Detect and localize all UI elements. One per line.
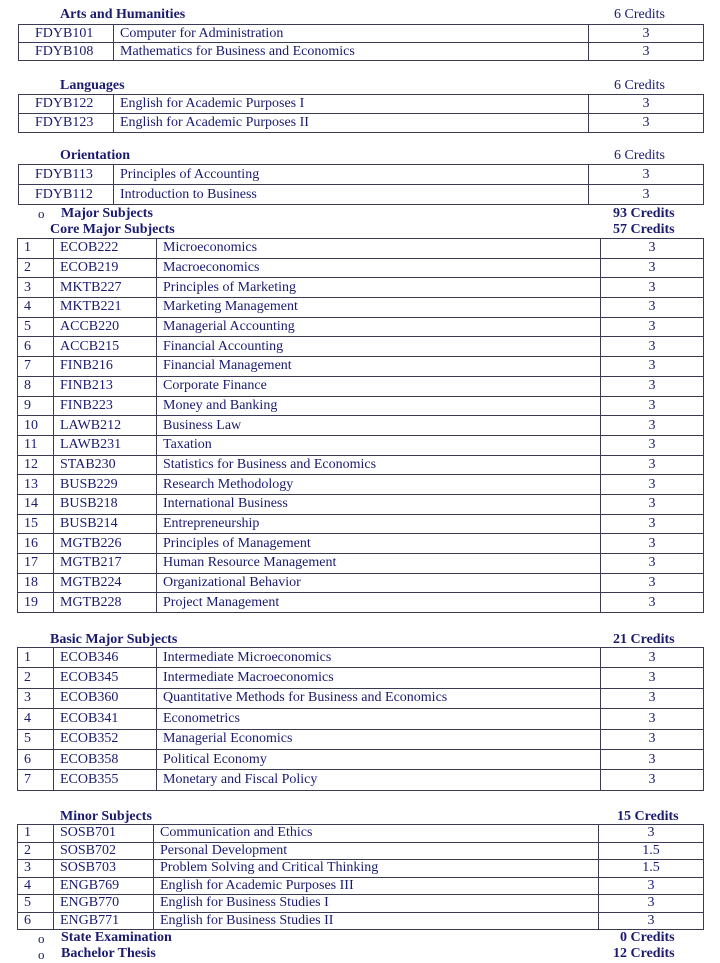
table-row bbox=[18, 688, 704, 708]
cell-credits: 3 bbox=[589, 43, 704, 61]
cell-no: 5 bbox=[18, 317, 54, 337]
cell-no: 3 bbox=[18, 860, 54, 878]
cell-name: Marketing Management bbox=[157, 298, 601, 318]
cell-no: 4 bbox=[18, 709, 54, 729]
cell-credits: 3 bbox=[601, 709, 704, 729]
cell-name: Organizational Behavior bbox=[157, 573, 601, 593]
bullet-state: o bbox=[38, 931, 45, 946]
cell-credits: 3 bbox=[599, 895, 704, 913]
table-row bbox=[18, 416, 704, 436]
section-title-core: Core Major Subjects bbox=[50, 222, 175, 237]
table-row bbox=[18, 514, 704, 534]
cell-name: Macroeconomics bbox=[157, 258, 601, 278]
cell-code: BUSB214 bbox=[54, 514, 157, 534]
cell-code: SOSB703 bbox=[54, 860, 154, 878]
cell-credits: 3 bbox=[599, 912, 704, 930]
cell-name: Mathematics for Business and Economics bbox=[114, 43, 589, 61]
cell-code: SOSB702 bbox=[54, 842, 154, 860]
table-row bbox=[18, 258, 704, 278]
cell-no: 2 bbox=[18, 258, 54, 278]
cell-no: 5 bbox=[18, 729, 54, 749]
cell-credits: 3 bbox=[601, 376, 704, 396]
cell-no: 6 bbox=[18, 912, 54, 930]
cell-code: ECOB360 bbox=[54, 688, 157, 708]
table-arts bbox=[18, 24, 704, 61]
cell-no: 3 bbox=[18, 278, 54, 298]
cell-code: ENGB770 bbox=[54, 895, 154, 913]
cell-code: MGTB224 bbox=[54, 573, 157, 593]
cell-name: English for Business Studies II bbox=[154, 912, 599, 930]
cell-name: Intermediate Macroeconomics bbox=[157, 668, 601, 688]
cell-name: Computer for Administration bbox=[114, 25, 589, 43]
cell-code: FINB223 bbox=[54, 396, 157, 416]
cell-credits: 3 bbox=[601, 298, 704, 318]
table-row bbox=[18, 278, 704, 298]
table-row bbox=[18, 455, 704, 475]
section-title-minor: Minor Subjects bbox=[60, 809, 152, 824]
cell-no: 14 bbox=[18, 494, 54, 514]
section-credits-core: 57 Credits bbox=[613, 222, 675, 237]
cell-no: 2 bbox=[18, 842, 54, 860]
cell-name: Principles of Management bbox=[157, 534, 601, 554]
cell-no: 8 bbox=[18, 376, 54, 396]
cell-code: MGTB228 bbox=[54, 593, 157, 613]
cell-code: FDYB123 bbox=[19, 114, 114, 133]
table-row bbox=[18, 729, 704, 749]
table-row bbox=[18, 895, 704, 913]
cell-code: ECOB355 bbox=[54, 770, 157, 790]
table-row bbox=[19, 43, 704, 61]
table-row bbox=[18, 376, 704, 396]
cell-no: 9 bbox=[18, 396, 54, 416]
section-credits-state: 0 Credits bbox=[620, 930, 675, 945]
cell-name: English for Business Studies I bbox=[154, 895, 599, 913]
table-languages bbox=[18, 94, 704, 133]
cell-no: 17 bbox=[18, 554, 54, 574]
cell-name: Managerial Accounting bbox=[157, 317, 601, 337]
cell-code: FDYB122 bbox=[19, 95, 114, 114]
cell-no: 1 bbox=[18, 825, 54, 843]
cell-name: Statistics for Business and Economics bbox=[157, 455, 601, 475]
cell-credits: 3 bbox=[589, 25, 704, 43]
cell-name: Econometrics bbox=[157, 709, 601, 729]
table-row bbox=[18, 396, 704, 416]
table-row bbox=[19, 185, 704, 205]
cell-credits: 3 bbox=[589, 114, 704, 133]
cell-no: 1 bbox=[18, 239, 54, 259]
cell-no: 10 bbox=[18, 416, 54, 436]
cell-name: English for Academic Purposes III bbox=[154, 877, 599, 895]
table-row bbox=[18, 573, 704, 593]
section-title-orientation: Orientation bbox=[60, 148, 130, 163]
cell-name: Political Economy bbox=[157, 749, 601, 769]
cell-name: Introduction to Business bbox=[114, 185, 589, 205]
cell-name: Human Resource Management bbox=[157, 554, 601, 574]
cell-code: BUSB229 bbox=[54, 475, 157, 495]
table-basic bbox=[17, 647, 704, 791]
table-row bbox=[18, 770, 704, 790]
table-row bbox=[18, 709, 704, 729]
cell-no: 5 bbox=[18, 895, 54, 913]
cell-name: Money and Banking bbox=[157, 396, 601, 416]
cell-credits: 3 bbox=[599, 877, 704, 895]
cell-name: Problem Solving and Critical Thinking bbox=[154, 860, 599, 878]
cell-credits: 3 bbox=[601, 648, 704, 668]
section-credits-orientation: 6 Credits bbox=[614, 148, 665, 163]
bullet-major: o bbox=[38, 206, 45, 221]
section-title-arts: Arts and Humanities bbox=[60, 7, 186, 22]
cell-credits: 3 bbox=[601, 668, 704, 688]
cell-name: Entrepreneurship bbox=[157, 514, 601, 534]
table-orientation bbox=[18, 164, 704, 205]
cell-credits: 3 bbox=[601, 416, 704, 436]
cell-credits: 3 bbox=[601, 514, 704, 534]
cell-name: Principles of Accounting bbox=[114, 165, 589, 185]
cell-no: 7 bbox=[18, 357, 54, 377]
cell-code: ECOB345 bbox=[54, 668, 157, 688]
cell-no: 4 bbox=[18, 298, 54, 318]
cell-credits: 3 bbox=[601, 770, 704, 790]
section-credits-languages: 6 Credits bbox=[614, 78, 665, 93]
cell-credits: 3 bbox=[601, 278, 704, 298]
cell-credits: 1.5 bbox=[599, 860, 704, 878]
cell-code: STAB230 bbox=[54, 455, 157, 475]
table-minor bbox=[17, 824, 704, 930]
cell-credits: 3 bbox=[601, 357, 704, 377]
cell-credits: 3 bbox=[601, 396, 704, 416]
table-row bbox=[18, 842, 704, 860]
table-row bbox=[18, 593, 704, 613]
cell-credits: 3 bbox=[601, 258, 704, 278]
cell-code: FDYB113 bbox=[19, 165, 114, 185]
cell-code: MKTB227 bbox=[54, 278, 157, 298]
cell-code: MGTB226 bbox=[54, 534, 157, 554]
cell-code: ECOB352 bbox=[54, 729, 157, 749]
cell-code: FDYB101 bbox=[19, 25, 114, 43]
cell-name: English for Academic Purposes II bbox=[114, 114, 589, 133]
cell-credits: 3 bbox=[601, 435, 704, 455]
cell-code: MGTB217 bbox=[54, 554, 157, 574]
cell-code: MKTB221 bbox=[54, 298, 157, 318]
cell-name: Financial Management bbox=[157, 357, 601, 377]
bullet-thesis: o bbox=[38, 947, 45, 962]
cell-name: Microeconomics bbox=[157, 239, 601, 259]
cell-name: Managerial Economics bbox=[157, 729, 601, 749]
cell-code: ECOB222 bbox=[54, 239, 157, 259]
cell-code: ENGB769 bbox=[54, 877, 154, 895]
table-row bbox=[18, 298, 704, 318]
table-row bbox=[18, 749, 704, 769]
cell-code: ECOB346 bbox=[54, 648, 157, 668]
table-row bbox=[19, 165, 704, 185]
table-row bbox=[18, 534, 704, 554]
cell-no: 6 bbox=[18, 749, 54, 769]
section-credits-major: 93 Credits bbox=[613, 206, 675, 221]
cell-name: Corporate Finance bbox=[157, 376, 601, 396]
section-title-languages: Languages bbox=[60, 78, 125, 93]
cell-code: LAWB231 bbox=[54, 435, 157, 455]
cell-credits: 3 bbox=[601, 455, 704, 475]
cell-no: 13 bbox=[18, 475, 54, 495]
table-row bbox=[18, 648, 704, 668]
cell-no: 1 bbox=[18, 648, 54, 668]
section-title-basic: Basic Major Subjects bbox=[50, 632, 178, 647]
table-row bbox=[18, 825, 704, 843]
cell-no: 4 bbox=[18, 877, 54, 895]
cell-code: SOSB701 bbox=[54, 825, 154, 843]
cell-name: Financial Accounting bbox=[157, 337, 601, 357]
cell-credits: 3 bbox=[601, 688, 704, 708]
cell-credits: 3 bbox=[601, 749, 704, 769]
cell-credits: 3 bbox=[589, 185, 704, 205]
section-credits-minor: 15 Credits bbox=[617, 809, 679, 824]
section-credits-thesis: 12 Credits bbox=[613, 946, 675, 961]
cell-credits: 3 bbox=[601, 337, 704, 357]
section-title-major: Major Subjects bbox=[61, 206, 153, 221]
table-row bbox=[18, 912, 704, 930]
cell-credits: 1.5 bbox=[599, 842, 704, 860]
cell-name: Intermediate Microeconomics bbox=[157, 648, 601, 668]
cell-code: BUSB218 bbox=[54, 494, 157, 514]
cell-no: 12 bbox=[18, 455, 54, 475]
cell-credits: 3 bbox=[589, 165, 704, 185]
cell-name: Communication and Ethics bbox=[154, 825, 599, 843]
cell-code: ECOB219 bbox=[54, 258, 157, 278]
cell-code: FINB216 bbox=[54, 357, 157, 377]
cell-credits: 3 bbox=[601, 239, 704, 259]
cell-code: ENGB771 bbox=[54, 912, 154, 930]
cell-name: Project Management bbox=[157, 593, 601, 613]
cell-no: 15 bbox=[18, 514, 54, 534]
section-credits-arts: 6 Credits bbox=[614, 7, 665, 22]
table-row bbox=[19, 95, 704, 114]
cell-name: English for Academic Purposes I bbox=[114, 95, 589, 114]
cell-no: 18 bbox=[18, 573, 54, 593]
cell-no: 6 bbox=[18, 337, 54, 357]
cell-credits: 3 bbox=[601, 317, 704, 337]
cell-code: FDYB112 bbox=[19, 185, 114, 205]
cell-code: ACCB215 bbox=[54, 337, 157, 357]
cell-name: Monetary and Fiscal Policy bbox=[157, 770, 601, 790]
cell-no: 7 bbox=[18, 770, 54, 790]
table-row bbox=[18, 860, 704, 878]
cell-credits: 3 bbox=[601, 494, 704, 514]
cell-no: 2 bbox=[18, 668, 54, 688]
table-row bbox=[18, 877, 704, 895]
cell-name: Principles of Marketing bbox=[157, 278, 601, 298]
cell-credits: 3 bbox=[601, 729, 704, 749]
cell-name: Personal Development bbox=[154, 842, 599, 860]
table-row bbox=[18, 357, 704, 377]
cell-credits: 3 bbox=[599, 825, 704, 843]
cell-no: 16 bbox=[18, 534, 54, 554]
cell-code: ECOB341 bbox=[54, 709, 157, 729]
section-title-state: State Examination bbox=[61, 930, 172, 945]
cell-credits: 3 bbox=[601, 534, 704, 554]
cell-code: ECOB358 bbox=[54, 749, 157, 769]
cell-code: FINB213 bbox=[54, 376, 157, 396]
table-row bbox=[19, 114, 704, 133]
cell-credits: 3 bbox=[601, 593, 704, 613]
cell-name: Quantitative Methods for Business and Economics bbox=[157, 688, 601, 708]
table-row bbox=[18, 337, 704, 357]
table-row bbox=[18, 554, 704, 574]
table-row bbox=[18, 239, 704, 259]
section-credits-basic: 21 Credits bbox=[613, 632, 675, 647]
cell-name: International Business bbox=[157, 494, 601, 514]
cell-credits: 3 bbox=[601, 554, 704, 574]
cell-credits: 3 bbox=[601, 573, 704, 593]
cell-no: 11 bbox=[18, 435, 54, 455]
cell-credits: 3 bbox=[601, 475, 704, 495]
table-row bbox=[19, 25, 704, 43]
cell-code: FDYB108 bbox=[19, 43, 114, 61]
cell-name: Research Methodology bbox=[157, 475, 601, 495]
cell-credits: 3 bbox=[589, 95, 704, 114]
table-row bbox=[18, 435, 704, 455]
table-row bbox=[18, 668, 704, 688]
table-row bbox=[18, 475, 704, 495]
table-core bbox=[17, 238, 704, 613]
cell-code: ACCB220 bbox=[54, 317, 157, 337]
cell-name: Business Law bbox=[157, 416, 601, 436]
section-title-thesis: Bachelor Thesis bbox=[61, 946, 156, 961]
cell-no: 19 bbox=[18, 593, 54, 613]
table-row bbox=[18, 494, 704, 514]
cell-no: 3 bbox=[18, 688, 54, 708]
cell-code: LAWB212 bbox=[54, 416, 157, 436]
cell-name: Taxation bbox=[157, 435, 601, 455]
table-row bbox=[18, 317, 704, 337]
